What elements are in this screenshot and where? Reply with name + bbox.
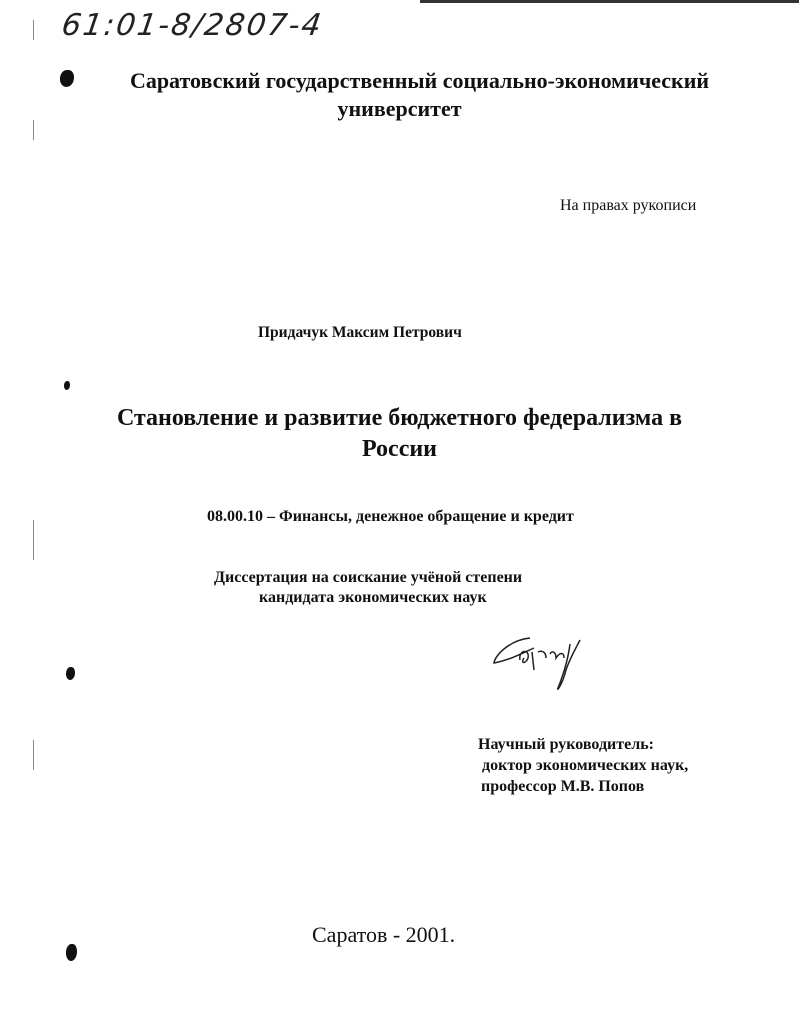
scan-blot-icon <box>64 381 70 390</box>
dissertation-title-line1: Становление и развитие бюджетного федерализма в <box>116 405 683 431</box>
scan-margin-mark <box>33 740 34 770</box>
supervisor-name: профессор М.В. Попов <box>481 778 645 795</box>
degree-line1: Диссертация на соискание учёной степени <box>214 569 523 586</box>
dissertation-title-line2: России <box>361 436 438 462</box>
scan-margin-mark <box>33 120 34 140</box>
handwritten-catalog-number: 61:01-8/2807-4 <box>59 8 326 43</box>
author-name: Придачук Максим Петрович <box>258 324 462 341</box>
manuscript-note: На правах рукописи <box>560 197 697 214</box>
university-name-line1: Саратовский государственный социально-экономический <box>129 68 710 93</box>
scan-edge-line <box>420 0 799 3</box>
supervisor-degree: доктор экономических наук, <box>482 757 689 774</box>
university-name-line2: университет <box>337 96 462 121</box>
scan-margin-mark <box>33 520 34 560</box>
place-year: Саратов - 2001. <box>312 922 456 947</box>
scan-blot-icon <box>66 667 75 680</box>
degree-line2: кандидата экономических наук <box>259 589 487 606</box>
signature-icon <box>490 630 600 695</box>
supervisor-label: Научный руководитель: <box>478 736 654 753</box>
specialty-code: 08.00.10 – Финансы, денежное обращение и кредит <box>207 508 574 525</box>
scan-margin-mark <box>33 20 34 40</box>
scan-blot-icon <box>66 944 77 961</box>
